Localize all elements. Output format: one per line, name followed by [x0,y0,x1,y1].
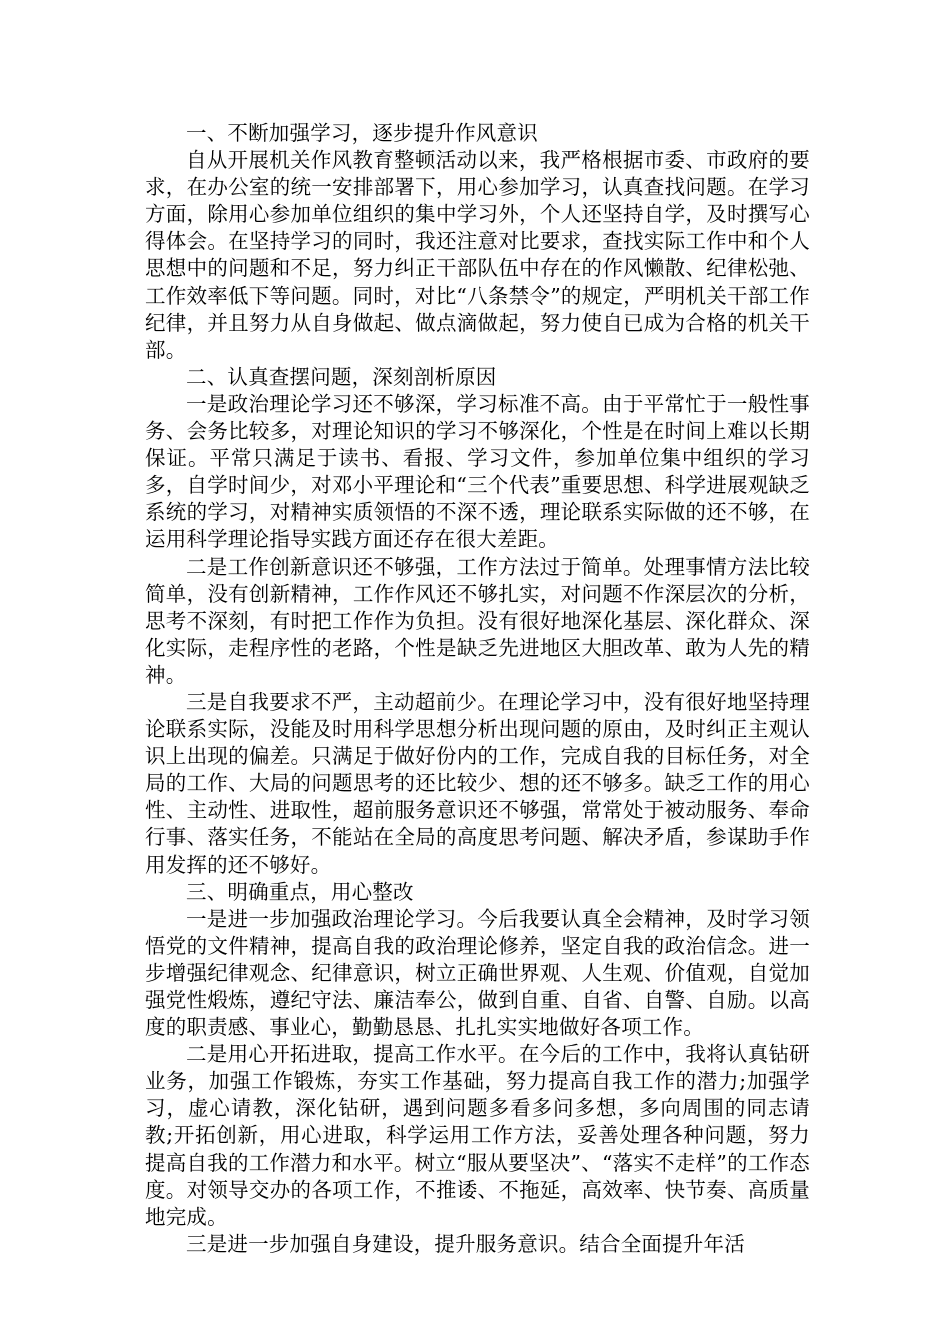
body-paragraph: 一是政治理论学习还不够深，学习标准不高。由于平常忙于一般性事务、会务比较多，对理论知识的学习不够深化，个性是在时间上难以长期保证。平常只满足于读书、看报、学习文件，参加单位集中组织的学习多，自学时间少，对邓小平理论和“三个代表”重要思想、科学进展观缺乏系统的学习，对精神实质领悟的不深不透，理论联系实际做的还不够，在运用科学理论指导实践方面还存在很大差距。 [145,391,810,552]
body-paragraph: 三是进一步加强自身建设，提升服务意识。结合全面提升年活 [186,1231,745,1256]
body-paragraph: 二是用心开拓进取，提高工作水平。在今后的工作中，我将认真钻研业务，加强工作锻炼，夯实工作基础，努力提高自我工作的潜力;加强学习，虚心请教，深化钻研，遇到问题多看多问多想，多向周围的同志请教;开拓创新，用心进取，科学运用工作方法，妥善处理各种问题，努力提高自我的工作潜力和水平。树立“服从要坚决”、“落实不走样”的工作态度。对领导交办的各项工作，不推诿、不拖延，高效率、快节奏、高质量地完成。 [145,1042,810,1229]
document-page [145,120,810,1258]
body-paragraph: 自从开展机关作风教育整顿活动以来，我严格根据市委、市政府的要求，在办公室的统一安排部署下，用心参加学习，认真查找问题。在学习方面，除用心参加单位组织的集中学习外，个人还坚持自学，及时撰写心得体会。在坚持学习的同时，我还注意对比要求，查找实际工作中和个人思想中的问题和不足，努力纠正干部队伍中存在的作风懒散、纪律松弛、工作效率低下等问题。同时，对比“八条禁令”的规定，严明机关干部工作纪律，并且努力从自身做起、做点滴做起，努力使自已成为合格的机关干部。 [145,148,810,362]
section-heading-2: 二、认真查摆问题，深刻剖析原因 [186,364,497,389]
section-heading-3: 三、明确重点，用心整改 [186,879,414,904]
body-paragraph: 三是自我要求不严，主动超前少。在理论学习中，没有很好地坚持理论联系实际，没能及时用科学思想分析出现问题的原由，及时纠正主观认识上出现的偏差。只满足于做好份内的工作，完成自我的目标任务，对全局的工作、大局的问题思考的还比较少、想的还不够多。缺乏工作的用心性、主动性、进取性，超前服务意识还不够强，常常处于被动服务、奉命行事、落实任务，不能站在全局的高度思考问题、解决矛盾，参谋助手作用发挥的还不够好。 [145,689,810,877]
section-heading-1: 一、不断加强学习，逐步提升作风意识 [186,121,538,145]
body-paragraph: 二是工作创新意识还不够强，工作方法过于简单。处理事情方法比较简单，没有创新精神，工作作风还不够扎实，对问题不作深层次的分析，思考不深刻，有时把工作作为负担。没有很好地深化基层、深化群众、深化实际，走程序性的老路，个性是缺乏先进地区大胆改革、敢为人先的精神。 [145,554,810,687]
body-paragraph: 一是进一步加强政治理论学习。今后我要认真全会精神，及时学习领悟党的文件精神，提高自我的政治理论修养，坚定自我的政治信念。进一步增强纪律观念、纪律意识，树立正确世界观、人生观、价值观，自觉加强党性煅炼，遵纪守法、廉洁奉公，做到自重、自省、自警、自励。以高度的职责感、事业心，勤勤恳恳、扎扎实实地做好各项工作。 [145,906,810,1040]
